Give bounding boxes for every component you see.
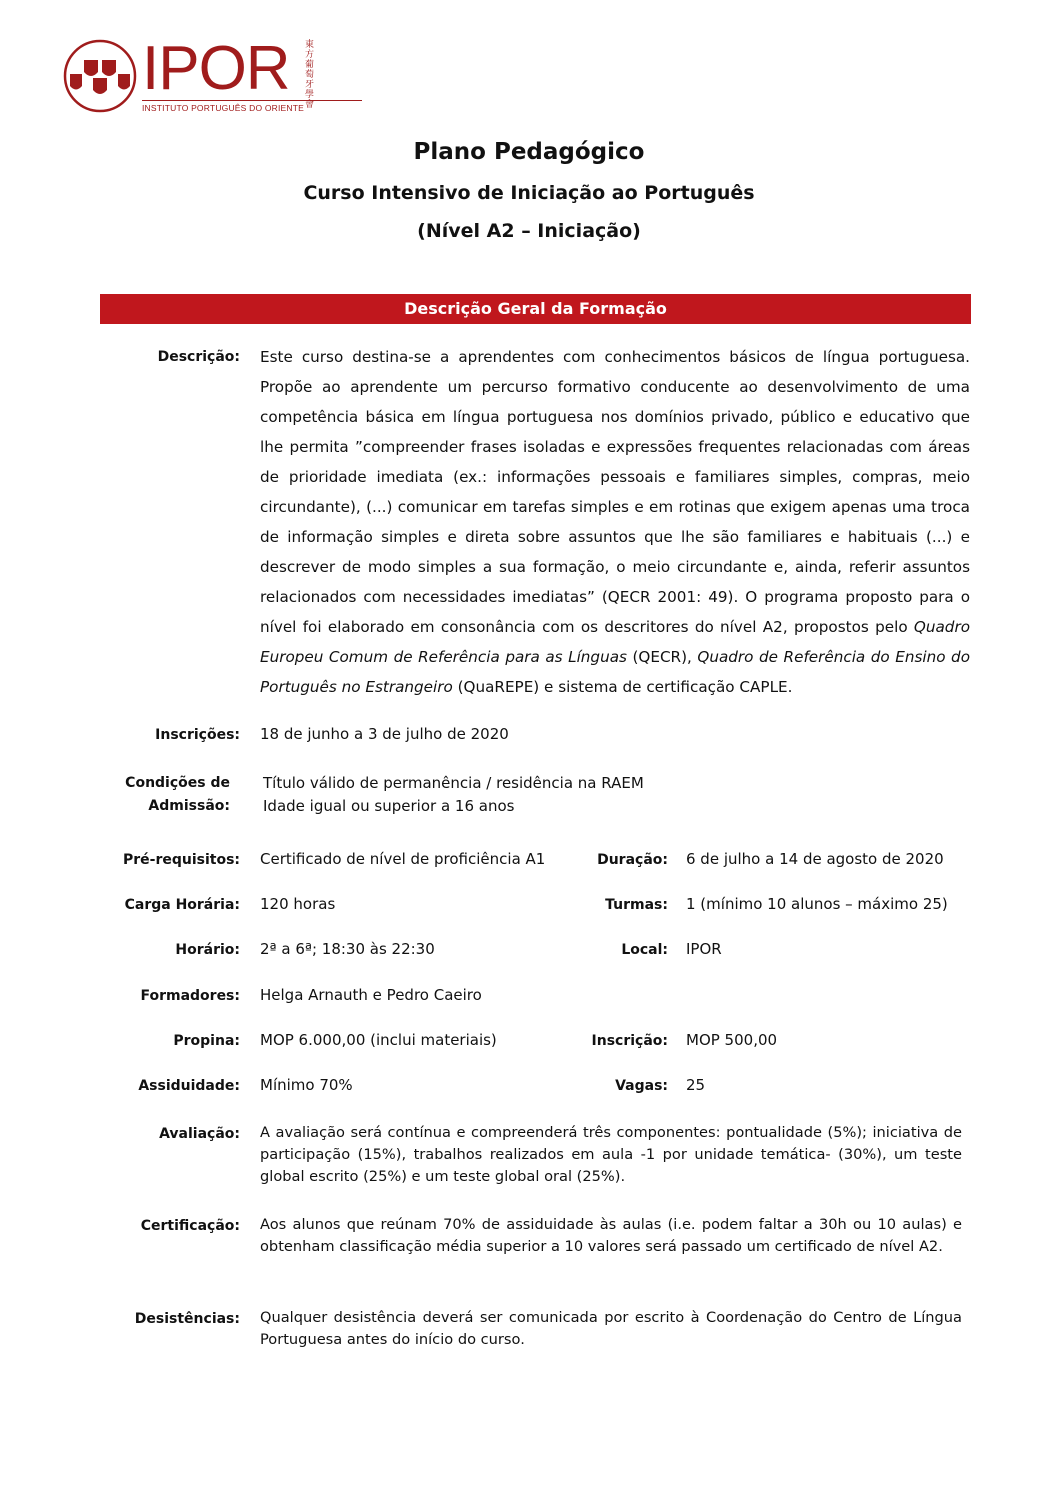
assiduidade-value: Mínimo 70% <box>260 1076 353 1094</box>
descricao-label: Descrição: <box>157 349 240 365</box>
ipor-emblem-icon <box>62 38 138 114</box>
level-title: (Nível A2 – Iniciação) <box>417 220 641 242</box>
logo-wordmark: IPOR <box>142 34 290 103</box>
logo-subtitle: INSTITUTO PORTUGUÊS DO ORIENTE <box>142 100 362 113</box>
duracao-label: Duração: <box>597 852 668 868</box>
local-value: IPOR <box>686 940 722 958</box>
propina-value: MOP 6.000,00 (inclui materiais) <box>260 1031 497 1049</box>
descricao-text <box>260 342 970 702</box>
carga-label: Carga Horária: <box>124 897 240 913</box>
condicoes-line2: Idade igual ou superior a 16 anos <box>263 797 515 815</box>
desistencias-label: Desistências: <box>134 1311 240 1327</box>
ipor-logo <box>62 34 322 114</box>
descricao-italic2: Quadro de Referência do Ensino do Português no Estrangeiro <box>260 648 970 696</box>
document-titles <box>0 132 1058 250</box>
course-title: Curso Intensivo de Iniciação ao Português <box>303 182 755 204</box>
turmas-label: Turmas: <box>605 897 668 913</box>
assiduidade-label: Assiduidade: <box>138 1078 240 1094</box>
descricao-italic1: Quadro Europeu Comum de Referência para as Línguas <box>260 618 970 666</box>
vagas-value: 25 <box>686 1076 706 1094</box>
descricao-part3: (QuaREPE) e sistema de certificação CAPLE. <box>452 678 793 696</box>
carga-value: 120 horas <box>260 895 336 913</box>
inscricao-value: MOP 500,00 <box>686 1031 778 1049</box>
horario-label: Horário: <box>175 942 240 958</box>
descricao-part2: (QECR), <box>626 648 698 666</box>
formadores-label: Formadores: <box>140 988 240 1004</box>
certificacao-label: Certificação: <box>140 1218 240 1234</box>
certificacao-value: Aos alunos que reúnam 70% de assiduidade às aulas (i.e. podem faltar a 30h ou 10 aulas) e obtenham classificação média superior a 10 valores será passado um certificado de nível A2. <box>260 1216 962 1255</box>
page-title: Plano Pedagógico <box>413 139 645 165</box>
avaliacao-value: A avaliação será contínua e compreenderá três componentes: pontualidade (5%); iniciativa de participação (15%), trabalhos realizados em aula -1 por unidade temática- (30%), um teste global escrito (25%) e um teste global oral (25%). <box>260 1124 962 1185</box>
vagas-label: Vagas: <box>615 1078 668 1094</box>
inscricoes-label: Inscrições: <box>155 727 240 743</box>
logo-cjk-text: 東方葡萄牙學會 <box>305 40 315 110</box>
condicoes-line1: Título válido de permanência / residência na RAEM <box>263 774 644 792</box>
descricao-part1: Este curso destina-se a aprendentes com conhecimentos básicos de língua portuguesa. Propõe ao aprendente um percurso formativo conducente ao desenvolvimento de uma competência básica em língua portuguesa nos domínios privado, público e educativo que lhe permita ”compreender frases isoladas e expressões frequentes relacionadas com áreas de prioridade imediata (ex.: informações pessoais e familiares simples, compras, meio circundante), (...) comunicar em tarefas simples e em rotinas que exigem apenas uma troca de informação simples e direta sobre assuntos que lhe são familiares e habituais (...) e descrever de modo simples a sua formação, o meio circundante e, ainda, referir assuntos relacionados com necessidades imediatas” (QECR 2001: 49). O programa proposto para o nível foi elaborado em consonância com os descritores do nível A2, propostos pelo <box>260 348 970 636</box>
prerequisitos-value: Certificado de nível de proficiência A1 <box>260 850 546 868</box>
avaliacao-label: Avaliação: <box>159 1126 240 1142</box>
duracao-value: 6 de julho a 14 de agosto de 2020 <box>686 850 944 868</box>
condicoes-label-line2: Admissão: <box>148 798 230 814</box>
desistencias-value: Qualquer desistência deverá ser comunicada por escrito à Coordenação do Centro de Língua Portuguesa antes do início do curso. <box>260 1309 962 1348</box>
condicoes-label-line1: Condições de <box>125 775 230 791</box>
turmas-value: 1 (mínimo 10 alunos – máximo 25) <box>686 895 948 913</box>
prerequisitos-label: Pré-requisitos: <box>122 852 240 868</box>
propina-label: Propina: <box>173 1033 240 1049</box>
inscricao-label: Inscrição: <box>591 1033 668 1049</box>
horario-value: 2ª a 6ª; 18:30 às 22:30 <box>260 940 435 958</box>
formadores-value: Helga Arnauth e Pedro Caeiro <box>260 986 482 1004</box>
local-label: Local: <box>621 942 668 958</box>
inscricoes-value: 18 de junho a 3 de julho de 2020 <box>260 725 509 743</box>
section-header: Descrição Geral da Formação <box>100 294 971 324</box>
